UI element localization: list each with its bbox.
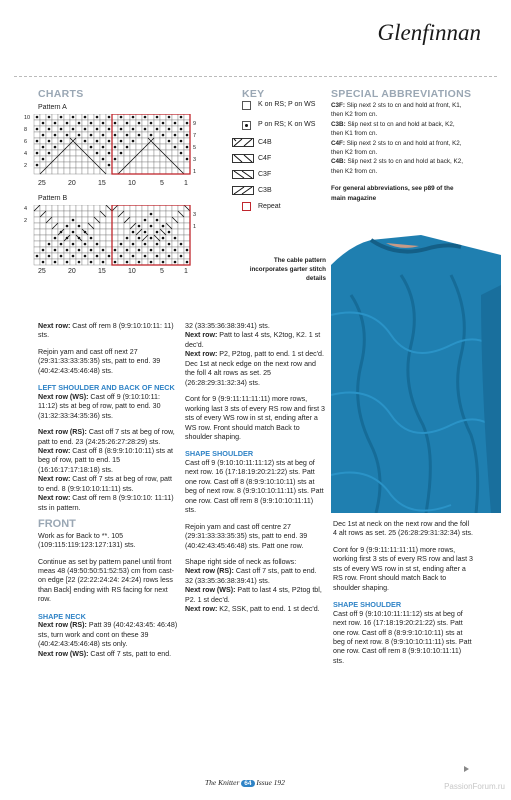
purl-dot: [72, 128, 75, 131]
purl-dot: [48, 152, 51, 155]
purl-dot: [144, 255, 147, 258]
purl-dot: [126, 134, 129, 137]
purl-dot: [120, 128, 123, 131]
row-number: 2: [24, 163, 28, 169]
purl-dot: [108, 152, 111, 155]
row-number: 1: [193, 224, 197, 230]
purl-dot: [114, 261, 117, 264]
purl-dot: [90, 146, 93, 149]
purl-dot: [60, 243, 63, 246]
purl-dot: [162, 122, 165, 125]
purl-dot: [150, 122, 153, 125]
purl-dot: [90, 237, 93, 240]
section-heading: FRONT: [38, 518, 76, 531]
purl-dot: [162, 249, 165, 252]
watermark: PassionForum.ru: [444, 782, 505, 791]
footer: [205, 778, 285, 787]
purl-dot: [144, 116, 147, 119]
col-num: 15: [98, 180, 106, 187]
row-number: 8: [24, 127, 28, 133]
purl-dot: [102, 261, 105, 264]
abbrev-heading: SPECIAL ABBREVIATIONS: [331, 88, 472, 100]
row-number: 3: [193, 212, 197, 218]
purl-dot: [84, 128, 87, 131]
purl-dot: [84, 243, 87, 246]
purl-dot: [96, 152, 99, 155]
purl-dot: [108, 255, 111, 258]
purl-dot: [174, 237, 177, 240]
purl-dot: [138, 225, 141, 228]
purl-dot: [162, 225, 165, 228]
sweater-photo: [331, 235, 501, 513]
purl-dot: [174, 134, 177, 137]
purl-dot: [72, 231, 75, 234]
purl-dot: [36, 128, 39, 131]
purl-dot: [90, 249, 93, 252]
row-number: 4: [24, 151, 28, 157]
purl-dot: [78, 134, 81, 137]
c3f-cable-icon: [232, 170, 254, 179]
purl-dot: [168, 140, 171, 143]
purl-dot: [72, 219, 75, 222]
purl-dot: [174, 146, 177, 149]
purl-dot: [102, 122, 105, 125]
purl-dot: [156, 255, 159, 258]
sweater-image: [331, 235, 501, 513]
row-number: 2: [24, 218, 28, 224]
pattern-a-label: Pattern A: [38, 104, 67, 111]
abbrev-footnote: For general abbreviations, see p89 of the main magazine: [331, 185, 454, 202]
col-num: 25: [38, 180, 46, 187]
purl-dot: [186, 122, 189, 125]
purl-dot: [42, 249, 45, 252]
purl-dot: [156, 231, 159, 234]
purl-dot: [72, 116, 75, 119]
purl-dot: [96, 128, 99, 131]
row-number: 3: [193, 157, 197, 163]
purl-dot: [42, 134, 45, 137]
purl-dot: [48, 128, 51, 131]
purl-dot: [150, 237, 153, 240]
purl-dot: [144, 128, 147, 131]
purl-dot: [60, 128, 63, 131]
purl-dot: [48, 140, 51, 143]
purl-dot: [66, 134, 69, 137]
abbrev-item: C4F: Slip next 2 sts to cn and hold at front, K2, then K2 from cn.: [331, 139, 462, 157]
purl-dot: [54, 134, 57, 137]
purl-dot: [108, 140, 111, 143]
pattern-a-chart: [22, 114, 202, 176]
purl-dot: [162, 237, 165, 240]
col-num: 5: [160, 268, 164, 275]
column-1: Next row: Cast off rem 8 (9:9:10:10:11: 11) sts. Rejoin yarn and cast off next 27 (29:31:33:33:35:35) sts, patt to end. 39 (40:42:43:45:46:48) sts. LEFT SHOULDER AND BACK OF NECK Next row (WS): Cast off 9 (9:10:10:11: 11:12) sts at beg of row, patt to end. 30 (31:32:33:34:35:36) sts. Next row (RS): Cast off 7 sts at beg of row, patt to end. 23 (24:25:26:27:28:29) sts. Next row: Cast off 8 (8:9:9:10:10:11) sts at beg of row, patt to end. 15 (16:16:17:17:18:18) sts. Next row: Cast off 7 sts at beg of row, patt to end. 8 (9:9:10:10:11:11) sts. Next row: Cast off rem 8 (9:9:10:10: 11:11) sts in pattern. FRONT Work as for Back to **. 105 (109:115:119:123:127:131) sts. Continue as set by pattern panel until front meas 48 (49:50:50:51:52:53) cm from cast-on edge [22 (22:22:24:24: 24:24) rows less than Back] ending with RS facing for next row. SHAPE NECK Next row (RS): Patt 39 (40:42:43:45: 46:48) sts, turn work and cont on these 39 (40:42:43:45:46:48) sts only. Next row (WS): Cast off 7 sts, patt to end.: [38, 322, 178, 658]
purl-dot: [90, 261, 93, 264]
col-num: 10: [128, 180, 136, 187]
purl-dot: [54, 146, 57, 149]
section-heading: SHAPE SHOULDER: [185, 449, 254, 459]
purl-dot: [126, 249, 129, 252]
abbrev-item: C4B: Slip next 2 sts to cn and hold at back, K2, then K2 from cn.: [331, 158, 463, 175]
purl-dot: [42, 146, 45, 149]
purl-dot: [156, 128, 159, 131]
row-number: 1: [193, 169, 197, 175]
purl-dot: [102, 146, 105, 149]
purl-dot: [132, 116, 135, 119]
purl-dot: [138, 249, 141, 252]
purl-dot: [132, 231, 135, 234]
purl-dot: [174, 122, 177, 125]
row-number: 10: [24, 115, 31, 121]
purl-dot: [48, 243, 51, 246]
purl-dot: [36, 255, 39, 258]
purl-dot: [78, 249, 81, 252]
purl-dot: [96, 243, 99, 246]
purl-dot: [144, 219, 147, 222]
row-number: 5: [193, 145, 197, 151]
purl-dot: [120, 243, 123, 246]
purl-dot: [150, 225, 153, 228]
continue-arrow-icon: [464, 766, 469, 772]
purl-dot: [126, 237, 129, 240]
purl-dot: [150, 249, 153, 252]
purl-dot: [96, 116, 99, 119]
section-heading: SHAPE SHOULDER: [333, 600, 402, 610]
purl-dot: [186, 146, 189, 149]
purl-dot: [150, 213, 153, 216]
column-2: 32 (33:35:36:38:39:41) sts. Next row: Patt to last 4 sts, K2tog, K2. 1 st dec'd. Next row: P2, P2tog, patt to end. 1 st dec'd. Dec 1st at neck edge on the next row and the foll 4 alt rows as set. 25 (26:28:29:31:32:34) sts. Cont for 9 (9:9:11:11:11:11) more rows, working last 3 sts of every RS row and first 3 sts of every WS row in st st, ending after a WS row. Front should match Back to shoulder shaping. SHAPE SHOULDER Cast off 9 (9:10:10:11:11:12) sts at beg of next row. 16 (17:18:19:20:21:22) sts. Patt one row. Cast off 8 (8:9:9:10:10:11) sts at beg of next row. 8 (9:9:10:10:11:11) sts. Patt one row. Cast off rem 8 (9:9:10:10:11:11) sts. Rejoin yarn and cast off centre 27 (29:31:33:33:35:35) sts, patt to end. 39 (40:42:43:45:46:48) sts. Patt one row. Shape right side of neck as follows: Next row (RS): Cast off 7 sts, patt to end. 32 (33:35:36:38:39:41) sts. Next row (WS): Patt to last 4 sts, P2tog tbl, P2. 1 st dec'd. Next row: K2, SSK, patt to end. 1 st dec'd.: [185, 322, 325, 614]
purl-dot: [168, 255, 171, 258]
purl-dot: [180, 128, 183, 131]
purl-dot: [60, 140, 63, 143]
purl-dot: [120, 116, 123, 119]
section-heading: LEFT SHOULDER AND BACK OF NECK: [38, 383, 175, 393]
purl-dot: [126, 261, 129, 264]
purl-dot: [90, 122, 93, 125]
c3b-cable-icon: [232, 186, 254, 195]
purl-dot: [156, 243, 159, 246]
purl-dot: [120, 255, 123, 258]
abbrev-item: C3B: Slip next st to cn and hold at back, K2, then K1 from cn.: [331, 120, 455, 138]
purl-dot: [162, 261, 165, 264]
purl-dot: [156, 219, 159, 222]
purl-dot: [180, 243, 183, 246]
purl-dot: [132, 243, 135, 246]
purl-dot: [114, 158, 117, 161]
purl-dot: [186, 158, 189, 161]
purl-dot: [180, 255, 183, 258]
charts-heading: CHARTS: [38, 88, 84, 100]
footer-issue: Issue 192: [256, 778, 285, 787]
purl-dot: [126, 146, 129, 149]
purl-dot: [66, 249, 69, 252]
col-num: 25: [38, 268, 46, 275]
purl-dot: [60, 116, 63, 119]
key-heading: KEY: [242, 88, 265, 100]
row-number: 6: [24, 139, 28, 145]
purl-dot: [36, 152, 39, 155]
purl-dot: [114, 249, 117, 252]
purl-dot: [108, 164, 111, 167]
purl-dot: [54, 237, 57, 240]
purl-dot: [84, 255, 87, 258]
column-3: Dec 1st at neck on the next row and the foll 4 alt rows as set. 25 (26:28:29:31:32:34) sts. Cont for 9 (9:9:11:11:11:11) more rows, working first 3 sts of every RS row and last 3 sts of every WS row in st st, ending after a RS row. Front should match Back to shoulder shaping. SHAPE SHOULDER Cast off 9 (9:10:10:11:11:12) sts at beg of next row. 16 (17:18:19:20:21:22) sts. Patt one row. Cast off 8 (8:9:9:10:10:11) sts at beg of next row. 8 (9:9:10:10:11:11) sts. Patt one row. Cast off rem 8 (9:9:10:10:11:11) sts.: [333, 520, 473, 665]
pattern-b-label: Pattern B: [38, 195, 68, 202]
purl-dot: [54, 122, 57, 125]
row-number: 9: [193, 121, 197, 127]
purl-dot: [48, 255, 51, 258]
purl-dot: [144, 243, 147, 246]
purl-dot: [78, 122, 81, 125]
purl-dot: [54, 261, 57, 264]
col-num: 20: [68, 268, 76, 275]
purl-dot: [138, 134, 141, 137]
row-number: 7: [193, 133, 197, 139]
pattern-b-chart: [22, 205, 202, 267]
purl-dot: [144, 231, 147, 234]
col-num: 10: [128, 268, 136, 275]
purl-dot: [42, 261, 45, 264]
purl-dot: [186, 134, 189, 137]
page-title: Glenfinnan: [377, 20, 481, 45]
purl-dot: [120, 140, 123, 143]
purl-dot: [168, 243, 171, 246]
purl-dot: [186, 249, 189, 252]
purl-dot: [156, 116, 159, 119]
abbrev-list: [331, 101, 466, 203]
purl-dot: [168, 231, 171, 234]
purl-dot: [42, 122, 45, 125]
purl-dot: [132, 140, 135, 143]
purl-dot: [180, 152, 183, 155]
purl-dot: [90, 134, 93, 137]
pattern-b-grid: [22, 205, 202, 267]
purl-dot: [60, 255, 63, 258]
purl-dot: [78, 261, 81, 264]
purl-dot: [102, 249, 105, 252]
purl-dot: [96, 140, 99, 143]
purl-dot: [72, 255, 75, 258]
purl-dot: [174, 249, 177, 252]
purl-dot: [84, 140, 87, 143]
purl-dot: [120, 152, 123, 155]
purl-dot: [78, 225, 81, 228]
pattern-a-grid: [22, 114, 202, 176]
purl-dot: [114, 146, 117, 149]
purl-dot: [72, 243, 75, 246]
col-num: 1: [184, 268, 188, 275]
purl-dot: [138, 261, 141, 264]
purl-dot: [42, 158, 45, 161]
purl-dot: [102, 158, 105, 161]
purl-dot: [186, 261, 189, 264]
section-heading: SHAPE NECK: [38, 611, 86, 621]
purl-dot: [96, 255, 99, 258]
purl-dot: [138, 122, 141, 125]
c4f-cable-icon: [232, 154, 254, 163]
purl-dot: [102, 134, 105, 137]
purl-dot: [138, 237, 141, 240]
purl-dot: [108, 116, 111, 119]
purl-dot-icon: [242, 121, 251, 130]
purl-dot: [48, 116, 51, 119]
page-number-badge: 64: [241, 780, 254, 787]
row-number: 4: [24, 206, 28, 212]
purl-dot: [150, 134, 153, 137]
purl-dot: [114, 134, 117, 137]
purl-dot: [168, 116, 171, 119]
purl-dot: [150, 261, 153, 264]
purl-dot: [54, 249, 57, 252]
abbrev-item: C3F: Slip next 2 sts to cn and hold at front, K1, then K2 from cn.: [331, 102, 462, 119]
purl-dot: [84, 116, 87, 119]
col-num: 1: [184, 180, 188, 187]
purl-dot: [66, 225, 69, 228]
purl-dot: [132, 128, 135, 131]
purl-dot: [180, 140, 183, 143]
purl-dot: [174, 261, 177, 264]
purl-dot: [36, 140, 39, 143]
purl-dot: [66, 261, 69, 264]
repeat-box-icon: [242, 202, 251, 211]
knit-square-icon: [242, 101, 251, 110]
footer-magazine: The Knitter: [205, 778, 240, 787]
purl-dot: [168, 128, 171, 131]
purl-dot: [132, 255, 135, 258]
purl-dot: [114, 122, 117, 125]
purl-dot: [66, 122, 69, 125]
purl-dot: [162, 134, 165, 137]
purl-dot: [36, 164, 39, 167]
c4b-cable-icon: [232, 138, 254, 147]
photo-caption: The cable pattern incorporates garter stitch details: [249, 257, 326, 282]
header-divider: [14, 76, 497, 77]
purl-dot: [108, 128, 111, 131]
purl-dot: [180, 116, 183, 119]
col-num: 15: [98, 268, 106, 275]
purl-dot: [126, 122, 129, 125]
col-num: 20: [68, 180, 76, 187]
col-num: 5: [160, 180, 164, 187]
purl-dot: [36, 116, 39, 119]
